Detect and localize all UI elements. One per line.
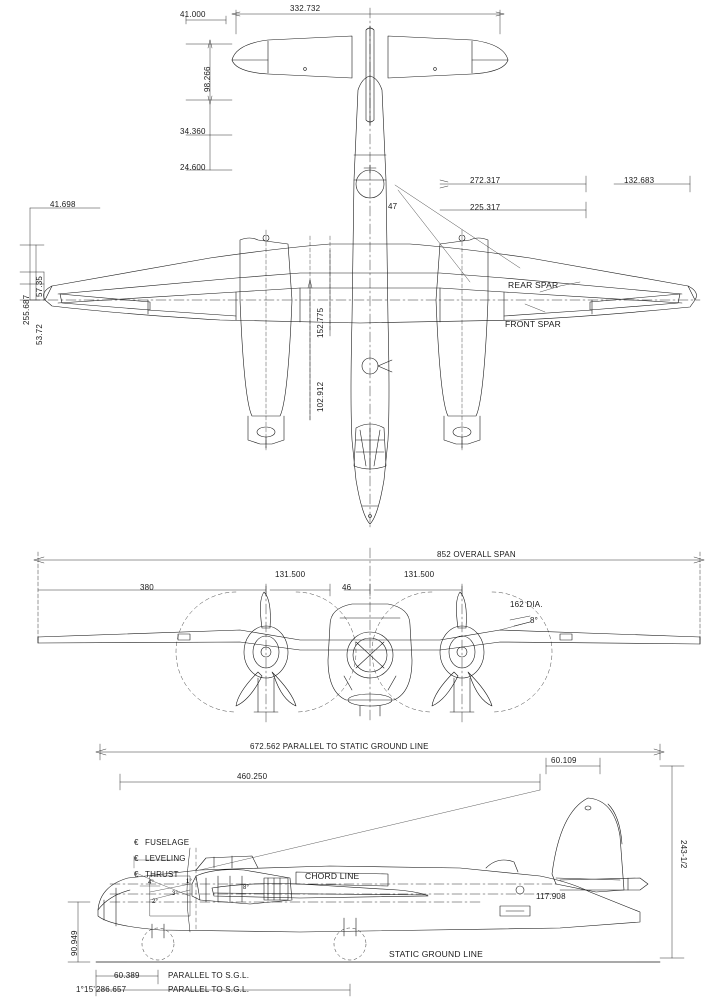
side-view-geometry [96,790,660,962]
dim-main-gear-sta: 286.657 [96,985,127,994]
dim-nacelle-offset: 272.317 [470,176,501,185]
dim-fus-half-width: 47 [388,202,398,211]
callout-leveling-line: LEVELING [145,854,186,863]
dim-wing-outer: 132.683 [624,176,655,185]
plan-dimensions [20,10,690,420]
cl-symbol-fuselage: € [134,838,139,847]
dim-tail-height-c: 24.600 [180,163,206,172]
front-dimensions [34,552,704,640]
cl-symbol-thrust: € [134,870,139,879]
dim-engine-offset-left: 131.500 [275,570,306,579]
callout-static-ground-line: STATIC GROUND LINE [389,949,483,959]
callout-parallel-sgl-1: PARALLEL TO S.G.L. [168,971,250,980]
dim-wing-semi-span: 255.687 [22,294,31,325]
dim-tail-span: 332.732 [290,4,321,13]
callout-parallel-sgl-2: PARALLEL TO S.G.L. [168,985,250,994]
dim-wing-sta-a: 57.35 [35,275,44,297]
dim-prop-dia: 162 DIA. [510,600,543,609]
dim-incidence: 1°15' [76,985,96,994]
callout-angle-3: 3° [172,891,179,897]
dim-spar-sta-a: 152.775 [316,307,325,338]
dim-dihedral-angle: 8° [530,616,539,625]
callout-angle-4-5: 4° [148,880,155,886]
callout-fuselage-centerline: FUSELAGE [145,838,190,847]
dim-fin-chord: 60.109 [551,756,577,765]
dim-wing-sta-b: 53.72 [35,323,44,345]
dim-tail-sta: 117.908 [536,892,566,901]
dim-nose-gear-sta: 60.389 [114,971,140,980]
front-view-geometry [38,548,700,722]
callout-angle-1: 1° [186,879,193,885]
dim-wheel-height: 90.949 [70,930,79,956]
plan-view-geometry [30,8,700,530]
dim-overall-height: 243-1/2 [679,840,688,869]
dim-tail-height-b: 34.360 [180,127,206,136]
dim-overall-length-sgl: 672.562 PARALLEL TO STATIC GROUND LINE [250,742,429,751]
dim-tail-height-a: 98.266 [203,66,212,92]
callout-angle-2: 2° [152,899,159,905]
dim-outer-panel: 380 [140,583,154,592]
callout-rear-spar: REAR SPAR [508,280,559,290]
dim-wing-tip-chord: 41.698 [50,200,76,209]
callout-thrust-line: THRUST [145,870,179,879]
dim-nacelle-offset-2: 225.317 [470,203,501,212]
callout-chord-line: CHORD LINE [305,871,360,881]
dim-fus-half: 46 [342,583,352,592]
callout-angle-8: 8° [243,885,250,891]
dim-spar-sta-b: 102.912 [316,381,325,412]
cl-symbol-leveling: € [134,854,139,863]
dim-fwd-length: 460.250 [237,772,268,781]
dim-overall-span: 852 OVERALL SPAN [437,550,516,559]
dim-tail-root-fwd: 41.000 [180,10,206,19]
dim-engine-offset-right: 131.500 [404,570,435,579]
callout-front-spar: FRONT SPAR [505,319,561,329]
